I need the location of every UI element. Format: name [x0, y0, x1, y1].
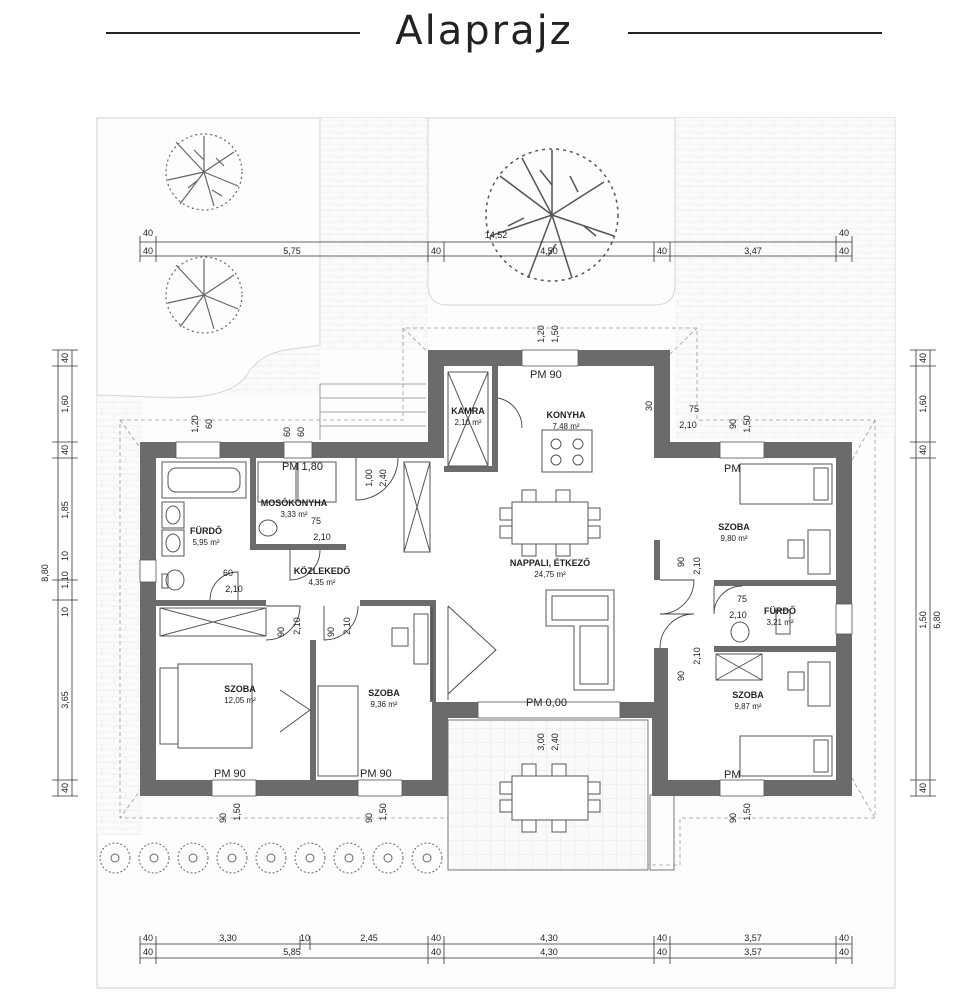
opening-kitchen-top-b: 1,50 — [550, 325, 560, 343]
dim-left-3: 1,85 — [60, 501, 70, 519]
room-name-kamra: KAMRA — [451, 406, 485, 416]
opening-sw-bottom-b: 1,50 — [232, 803, 242, 821]
opening-bath-top-a: 1,20 — [190, 415, 200, 433]
opening-se-bottom-b: 1,50 — [742, 803, 752, 821]
level-mark-kitchen: PM 90 — [530, 369, 562, 381]
room-name-furdo1: FÜRDŐ — [190, 526, 222, 536]
room-area-nappali: 24,75 m² — [534, 570, 566, 579]
dim-top-total: 14,52 — [484, 230, 508, 240]
opening-pantry-side: 30 — [644, 400, 654, 412]
dim-bottom-r2-4: 40 — [656, 947, 668, 957]
dim-left-0: 40 — [60, 352, 70, 364]
room-name-szoba-ne: SZOBA — [718, 522, 750, 532]
room-area-kozlekedo: 4,35 m² — [308, 578, 336, 587]
dim-bottom-r1-2: 10 — [299, 933, 311, 943]
room-area-kamra: 2,10 m² — [454, 418, 482, 427]
opening-hall-door1-a: 90 — [276, 626, 286, 638]
dim-bottom-r2-0: 40 — [142, 947, 154, 957]
opening-sw-bottom-a: 90 — [218, 812, 228, 824]
dim-bottom-r1-4: 40 — [430, 933, 442, 943]
dim-bottom-r2-3: 4,30 — [540, 947, 558, 957]
opening-side-door-b: 2,10 — [679, 420, 697, 430]
dim-right-3: 1,50 — [918, 611, 928, 629]
dim-bottom-r2-1: 5,85 — [283, 947, 301, 957]
room-area-szoba-sm: 9,36 m² — [370, 700, 398, 709]
room-area-konyha: 7,48 m² — [552, 422, 580, 431]
level-mark-bed-sm: PM 90 — [360, 768, 392, 780]
opening-bath2-door-b: 2,10 — [729, 610, 747, 620]
opening-ne-top-a: 90 — [728, 418, 738, 430]
room-name-szoba-sw: SZOBA — [224, 684, 256, 694]
opening-laundry-door-a: 75 — [310, 516, 322, 526]
opening-se-bottom-a: 90 — [728, 812, 738, 824]
opening-sm-bottom-b: 1,50 — [378, 803, 388, 821]
dim-right-total: 6,80 — [932, 611, 942, 629]
room-name-furdo2: FÜRDŐ — [764, 606, 796, 616]
opening-laundry-door-b: 2,10 — [313, 532, 331, 542]
room-area-szoba-sw: 12,05 m² — [224, 696, 256, 705]
dim-bottom-r1-7: 3,57 — [744, 933, 762, 943]
room-name-mosokonyha: MOSÓKONYHA — [260, 498, 328, 508]
dim-bottom-r1-0: 40 — [142, 933, 154, 943]
dim-right-0: 40 — [918, 352, 928, 364]
opening-hall-door2-b: 2,10 — [342, 617, 352, 635]
page-title: Alaprajz — [395, 8, 573, 54]
opening-entry-a: 1,00 — [364, 469, 374, 487]
level-mark-living: PM 0,00 — [526, 697, 567, 709]
dim-top-row-6: 40 — [838, 246, 850, 256]
dim-left-total: 8,80 — [40, 564, 50, 582]
dim-bottom-r1-5: 4,30 — [540, 933, 558, 943]
opening-hall-door1-b: 2,10 — [292, 617, 302, 635]
dim-bottom-r1-3: 2,45 — [360, 933, 378, 943]
dim-bottom-r1-1: 3,30 — [219, 933, 237, 943]
room-area-furdo2: 3,21 m² — [766, 618, 794, 627]
room-name-szoba-se: SZOBA — [732, 690, 764, 700]
dim-right-2: 40 — [918, 444, 928, 456]
dim-bottom-r2-2: 40 — [430, 947, 442, 957]
opening-bath2-door-a: 75 — [736, 594, 748, 604]
opening-ne-door-b: 2,10 — [692, 557, 702, 575]
opening-hall-door2-a: 90 — [326, 626, 336, 638]
dim-left-2: 40 — [60, 444, 70, 456]
opening-laundry-top-a: 60 — [282, 426, 292, 438]
opening-se-door-a: 90 — [676, 670, 686, 682]
opening-laundry-top-b: 60 — [296, 426, 306, 438]
dim-bottom-r1-6: 40 — [656, 933, 668, 943]
dim-top-row-0: 40 — [142, 246, 154, 256]
room-name-konyha: KONYHA — [546, 410, 586, 420]
dim-bottom-r1-8: 40 — [838, 933, 850, 943]
opening-ne-top-b: 1,50 — [742, 415, 752, 433]
dim-left-8: 40 — [60, 782, 70, 794]
room-area-furdo1: 5,95 m² — [192, 538, 220, 547]
opening-bath-door-a: 60 — [222, 568, 234, 578]
opening-terrace-b: 2,40 — [550, 733, 560, 751]
level-mark-bed-se: PM — [724, 769, 741, 781]
dim-top-end-left: 40 — [142, 228, 154, 238]
dim-top-row-5: 3,47 — [744, 246, 762, 256]
room-name-kozlekedo: KÖZLEKEDŐ — [293, 566, 351, 576]
room-area-szoba-ne: 9,80 m² — [720, 534, 748, 543]
dim-left-1: 1,60 — [60, 395, 70, 413]
level-mark-bed-ne: PM — [724, 463, 741, 475]
room-area-mosokonyha: 3,33 m² — [280, 510, 308, 519]
dim-bottom-r2-5: 3,57 — [744, 947, 762, 957]
dim-top-row-3: 4,50 — [540, 246, 558, 256]
level-mark-bed-sw: PM 90 — [214, 768, 246, 780]
dim-top-row-4: 40 — [656, 246, 668, 256]
dim-left-5: 1,10 — [60, 571, 70, 589]
level-mark-laundry: PM 1,80 — [282, 461, 323, 473]
opening-ne-door-a: 90 — [676, 556, 686, 568]
opening-kitchen-top-a: 1,20 — [536, 325, 546, 343]
dim-top-row-1: 5,75 — [283, 246, 301, 256]
opening-terrace-a: 3,00 — [536, 733, 546, 751]
dim-top-end-right: 40 — [838, 228, 850, 238]
opening-sm-bottom-a: 90 — [364, 812, 374, 824]
opening-side-door-a: 75 — [688, 404, 700, 414]
dim-right-4: 40 — [918, 782, 928, 794]
room-name-szoba-sm: SZOBA — [368, 688, 400, 698]
dim-left-7: 3,65 — [60, 691, 70, 709]
opening-bath-top-b: 60 — [204, 418, 214, 430]
dim-top-row-2: 40 — [430, 246, 442, 256]
room-area-szoba-se: 9,87 m² — [734, 702, 762, 711]
dim-left-6: 10 — [60, 606, 70, 618]
opening-bath-door-b: 2,10 — [225, 584, 243, 594]
dim-bottom-r2-6: 40 — [838, 947, 850, 957]
room-name-nappali: NAPPALI, ÉTKEZŐ — [509, 558, 591, 568]
opening-se-door-b: 2,10 — [692, 647, 702, 665]
opening-entry-b: 2,40 — [378, 469, 388, 487]
dim-left-4: 10 — [60, 550, 70, 562]
dim-right-1: 1,60 — [918, 395, 928, 413]
